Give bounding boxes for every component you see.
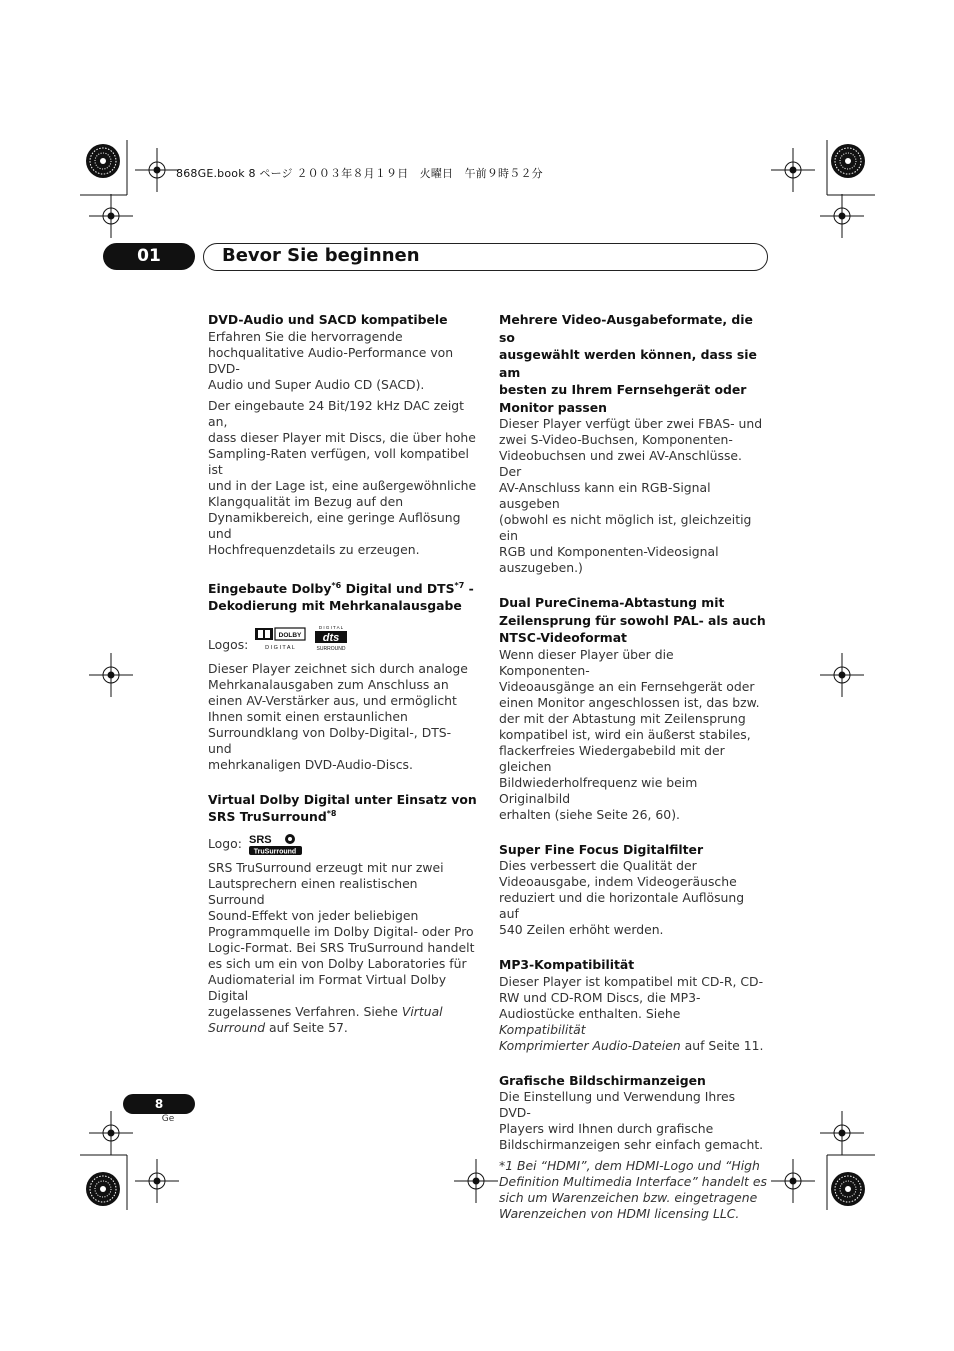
- left-column: [208, 311, 478, 1036]
- paragraph: SRS TruSurround erzeugt mit nur zwei Lautsprechern einen realistischen Surround Sound-Effekt von jeder beliebigen Programmquelle im Dolby Digital- oder Pro Logic-Format. Bei SRS TruSurround handelt es sich um ein von Dolby Laboratories für Audiomaterial im Format Virtual Dolby Digital zugelassenes Verfahren. Siehe Virtual Surround auf Seite 57.: [208, 859, 475, 1035]
- section-heading: Dual PureCinema-Abtastung mit Zeilensprung für sowohl PAL- als auch NTSC-Videoformat: [499, 595, 766, 645]
- paragraph: Wenn dieser Player über die Komponenten- Videoausgänge an ein Fernsehgerät oder einen Monitor angeschlossen ist, das bzw. der mit der Abtastung mit Zeilensprung kompatibel ist, wird ein äußerst stabiles, flackerfreies Wiedergabebild mit der gleichen Bildwiederholfrequenz wie beim Originalbild erhalten (siehe Seite 26, 60).: [499, 646, 760, 822]
- section-heading: DVD-Audio und SACD kompatibele: [208, 312, 448, 327]
- page-language-code: Ge: [161, 1114, 175, 1124]
- svg-text:D I G I T A L: D I G I T A L: [265, 644, 296, 650]
- logos-row: Logos: DOLBY D I G I T A L D I G I T A L dts SURROUND: [208, 623, 478, 653]
- paragraph: Die Einstellung und Verwendung Ihres DVD- Players wird Ihnen durch grafische Bildschirmanzeigen sehr einfach gemacht.: [499, 1089, 764, 1152]
- paragraph: Der eingebaute 24 Bit/192 kHz DAC zeigt an, dass dieser Player mit Discs, die über hohe Sampling-Raten verfügen, voll kompatibel ist und in der Lage ist, eine außergewöhnliche Klangqualität im Bezug auf den Dynamikbereich, eine geringe Auflösung und Hochfrequenzdetails zu erzeugen.: [208, 397, 477, 557]
- svg-text:dts: dts: [323, 631, 340, 644]
- logo-row: Logo: SRS TruSurround: [208, 831, 478, 857]
- paragraph: Dieser Player zeichnet sich durch analoge Mehrkanalausgaben zum Anschluss an einen AV-Verstärker aus, und ermöglicht Ihnen somit einen erstaunlichen Surroundklang von Dolby-Digital-, DTS- und mehrkanaligen DVD-Audio-Discs.: [208, 660, 468, 772]
- registration-star-bottom-right: [831, 1172, 865, 1206]
- registration-star-bottom-left: [86, 1172, 120, 1206]
- svg-text:SRS: SRS: [248, 833, 272, 846]
- footnote: *1 Bei “HDMI”, dem HDMI-Logo und “High Definition Multimedia Interface” handelt es sich um Warenzeichen bzw. eingetragene Warenzeichen von HDMI licensing LLC.: [499, 1158, 767, 1221]
- section-heading: Mehrere Video-Ausgabeformate, die so ausgewählt werden können, dass sie am besten zu Ihrem Fernsehgerät oder Monitor passen: [499, 312, 757, 415]
- svg-text:D I G I T A L: D I G I T A L: [319, 624, 344, 630]
- section-heading: Virtual Dolby Digital unter Einsatz von SRS TruSurround$^{*8}$: [208, 791, 477, 824]
- registration-star-top-left: [86, 144, 120, 178]
- section-heading: Eingebaute Dolby$^{*6}$ Digital und DTS$^{*7}$ - Dekodierung mit Mehrkanalausgabe: [208, 580, 474, 613]
- svg-text:DOLBY: DOLBY: [278, 631, 302, 639]
- paragraph: Dieser Player ist kompatibel mit CD-R, CD- RW und CD-ROM Discs, die MP3- Audiostücke enthalten. Siehe Kompatibilität Komprimierter Audio-Dateien auf Seite 11.: [499, 973, 764, 1053]
- print-header: 868GE.book 8 ページ ２００３年８月１９日 火曜日 午前９時５２分: [176, 167, 543, 180]
- svg-text:SURROUND: SURROUND: [316, 645, 346, 652]
- dts-digital-surround-logo: [312, 624, 350, 652]
- paragraph: Dieser Player verfügt über zwei FBAS- und zwei S-Video-Buchsen, Komponenten- Videobuchsen und zwei AV-Anschlüsse. Der AV-Anschluss kann ein RGB-Signal ausgeben (obwohl es nicht möglich ist, gleichzeitig ein RGB und Komponenten-Videosignal auszugeben.): [499, 416, 763, 575]
- section-heading: MP3-Kompatibilität: [499, 957, 635, 972]
- srs-trusurround-logo: [248, 832, 304, 856]
- section-heading: Super Fine Focus Digitalfilter: [499, 841, 704, 857]
- chapter-number-badge: 01: [103, 243, 195, 270]
- page-number-badge: 8: [123, 1094, 195, 1114]
- right-column: [499, 311, 767, 1222]
- registration-star-top-right: [831, 144, 865, 178]
- dolby-digital-logo: [254, 626, 306, 650]
- svg-text:TruSurround: TruSurround: [253, 848, 297, 855]
- section-heading: Grafische Bildschirmanzeigen: [499, 1072, 706, 1088]
- paragraph: Dies verbessert die Qualität der Videoausgabe, indem Videogeräusche reduziert und die horizontale Auflösung auf 540 Zeilen erhöht werden.: [499, 858, 745, 937]
- chapter-title: Bevor Sie beginnen: [222, 245, 420, 266]
- paragraph: Erfahren Sie die hervorragende hochqualitative Audio-Performance von DVD- Audio und Super Audio CD (SACD).: [208, 328, 454, 392]
